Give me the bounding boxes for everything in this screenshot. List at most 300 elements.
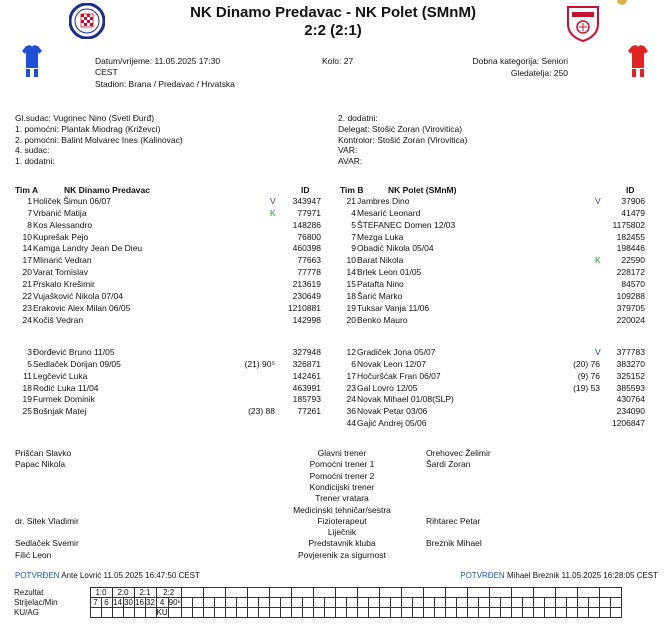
result-cell [236,608,247,618]
player-id: 230649 [292,290,321,301]
result-cell [390,598,401,608]
player-number: 18 [346,290,356,301]
player-number: 24 [346,394,356,405]
player-id: 379705 [616,302,645,313]
staff-role: Kondicijski trener [309,481,375,492]
official-entry: 2. dodatni: [338,113,378,123]
official-entry: Delegat: Stošić Zoran (Virovitica) [338,123,463,134]
result-cell [302,598,313,608]
player-id: 77778 [297,267,321,278]
result-row [12,608,621,618]
result-cell [168,608,181,618]
result-cell [577,608,588,618]
player-id: 343947 [292,196,321,206]
player-name: Legčević Luka [33,370,88,381]
match-round: Kolo: 27 [322,56,354,66]
player-name: Jambres Dino [357,196,410,206]
result-cell [533,588,555,598]
result-cell [112,608,123,618]
player-row [0,232,666,243]
result-cell [423,608,434,618]
result-cell [214,608,225,618]
result-cell [203,598,214,608]
result-cell [145,608,156,618]
player-name: Mesarić Leonard [357,207,421,218]
player-id: 41479 [621,207,645,218]
result-cell: 2:2 [156,588,181,598]
player-id: 1206847 [611,418,645,429]
result-cell [555,588,577,598]
player-id: 327948 [292,347,321,357]
result-cell [588,608,599,618]
staff-role: Pomoćni trener 1 [309,459,375,470]
team-a-staff-member: Filić Leon [15,549,52,560]
player-row [0,383,666,394]
result-cell [434,608,445,618]
player-id: 77663 [297,255,321,266]
team-a-staff-member: dr. Sitek Vladimir [15,515,79,526]
spectators: Gledatelja: 250 [510,68,568,78]
result-cell [379,598,390,608]
team-b-staff-member: Breznik Mihael [426,538,482,549]
player-name: Prskalo Krešimir [33,278,95,289]
player-name: Barat Nikola [357,255,404,266]
result-row [12,598,621,608]
team-a-name: NK Dinamo Predavac [64,185,150,195]
player-id: 142998 [292,314,321,325]
player-name: Vujašković Nikola 07/04 [33,290,123,301]
player-name: Kuprešak Pejo [33,231,89,242]
result-cell [577,588,599,598]
player-id: 463991 [292,382,321,393]
player-row [0,279,666,290]
result-cell [280,608,291,618]
result-cell [379,588,401,598]
result-cell [577,598,588,608]
result-cell [123,608,134,618]
player-number: 21 [346,196,356,206]
player-name: Hočuršćak Fran 06/07 [357,370,441,381]
player-number: 22 [22,290,32,301]
player-number: 25 [22,406,32,417]
substitution-info: (20) 76 [573,358,600,369]
result-cell [467,598,478,608]
result-cell [489,608,500,618]
result-cell [533,598,544,608]
team-b-staff-member: Šardi Zoran [426,459,471,470]
player-name: Bošnjak Matej [33,406,87,417]
result-cell [90,608,101,618]
team-a-label: Tim A [15,185,39,195]
result-cell [610,598,621,608]
player-number: 23 [346,382,356,393]
player-name: Novak Mihael 01/08(SLP) [357,394,454,405]
result-cell [511,588,533,598]
result-cell: 2:0 [112,588,134,598]
match-score: 2:2 (2:1) [304,22,362,39]
player-id: 1210881 [287,302,321,313]
player-id: 76800 [297,231,321,242]
player-number: 15 [346,278,356,289]
staff-role: Glavni trener [317,448,367,458]
player-number: 23 [22,302,32,313]
player-number: 5 [351,219,356,230]
result-cell [335,588,357,598]
player-number: 1 [27,196,32,206]
player-id: 142461 [292,370,321,381]
player-name: Mlinarić Vedran [33,255,92,266]
player-id: 185793 [292,394,321,405]
result-cell [357,588,379,598]
result-cell [423,588,445,598]
confirmation-text: Mihael Breznik 11.05.2025 16:28:05 CEST [506,571,658,580]
player-number: 20 [22,267,32,278]
player-name: Gradiček Jona 05/07 [357,347,436,357]
player-row [0,267,666,278]
player-id: 77261 [297,406,321,417]
result-cell [467,588,489,598]
player-row [0,418,666,429]
result-cell [192,598,203,608]
result-cell [181,598,192,608]
substitution-info: (19) 53 [573,382,600,393]
player-id: 182455 [616,231,645,242]
result-cell [401,608,412,618]
result-cell [511,598,522,608]
result-cell [280,598,291,608]
result-cell [434,598,445,608]
result-cell [101,608,112,618]
staff-role: Liječnik [327,527,357,538]
result-cell [610,608,621,618]
player-id: 325152 [616,370,645,381]
player-id: 385593 [616,382,645,393]
player-id: 22590 [621,255,645,266]
player-number: 19 [22,394,32,405]
player-number: 19 [346,302,356,313]
official-entry: AVAR: [338,156,363,167]
team-a-confirmation [15,571,200,580]
result-cell: 2:1 [134,588,156,598]
result-cell [346,608,357,618]
player-row [0,208,666,219]
player-id: 213619 [292,278,321,289]
result-cell [368,598,379,608]
player-row [0,359,666,370]
result-cell [269,588,291,598]
official-entry: Kontrolor: Stošić Zoran (Virovitica) [338,134,468,145]
result-cell [500,598,511,608]
result-cell [401,588,423,598]
player-row [0,394,666,405]
player-number: 3 [27,347,32,357]
player-row [0,406,666,417]
result-cell [324,598,335,608]
player-id: 198446 [616,243,645,254]
player-id: 220024 [616,314,645,325]
result-cell [258,608,269,618]
player-number: 14 [22,243,32,254]
captain-mark: K [595,255,601,266]
player-number: 20 [346,314,356,325]
staff-role: Medicinski tehničar/sestra [293,504,391,515]
player-name: Varat Tomislav [33,267,88,278]
result-cell [346,598,357,608]
player-id: 1175802 [612,219,645,230]
result-cell [544,608,555,618]
match-stadium: Stadion: Brana / Predavac / Hrvatska [95,79,235,89]
official-entry: Gl.sudac: Vugrinec Nino (Sveti Đurđ) [15,113,155,123]
player-number: 9 [351,243,356,254]
player-name: Rodić Luka 11/04 [33,382,99,393]
player-number: 12 [346,347,356,357]
player-number: 8 [27,219,32,230]
player-name: Obadić Nikola 05/04 [357,243,434,254]
result-cell [489,588,511,598]
official-entry: VAR: [338,145,358,156]
result-cell [599,598,610,608]
substitution-info: (23) 88 [248,406,275,417]
result-cell [302,608,313,618]
result-cell [313,588,335,598]
result-cell [247,608,258,618]
result-cell [368,608,379,618]
player-name: Tuksar Vanja 11/06 [357,302,430,313]
player-number: 18 [22,382,32,393]
result-cell [291,588,313,598]
result-cell [401,598,412,608]
home-kit-icon [22,45,42,79]
player-name: Šarić Marko [357,290,403,301]
player-row [0,371,666,382]
player-number: 10 [22,231,32,242]
staff-role: Trener vratara [315,493,369,504]
result-row-label: Strijelac/Min [14,598,58,607]
player-name: Novak Leon 12/07 [357,358,426,369]
result-cell [489,598,500,608]
player-number: 24 [22,314,32,325]
team-b-staff-member: Orehovec Želimir [426,448,491,458]
player-name: Gajić Andrej 05/06 [357,418,427,429]
result-cell [324,608,335,618]
player-number: 5 [27,358,32,369]
player-id: 148286 [292,219,321,230]
player-name: ŠTEFANEC Domen 12/03 [357,219,456,230]
result-cell [269,598,280,608]
result-cell [467,608,478,618]
player-name: Benko Mauro [357,314,408,325]
player-number: 7 [27,207,32,218]
player-number: 17 [346,370,356,381]
substitution-info: (9) 76 [577,370,600,381]
player-number: 11 [23,370,32,381]
player-row [0,196,666,207]
staff-role: Pomoćni trener 2 [309,470,375,481]
result-cell [335,608,346,618]
player-name: Furmek Dominik [33,394,95,405]
result-cell [313,608,324,618]
official-entry: 2. pomoćni: Balint Molvarec Ines (Kalinovac) [15,134,183,145]
player-number: 7 [351,231,356,242]
result-cell: 16 [135,598,144,607]
result-cell [445,598,456,608]
player-row [0,291,666,302]
team-a-id-header: ID [301,185,310,195]
result-cell [134,608,145,618]
result-cell [500,608,511,618]
result-cell [478,598,489,608]
player-number: 44 [346,418,356,429]
result-cell [599,588,621,598]
result-cell: 1:0 [90,588,112,598]
result-cell [544,598,555,608]
result-cell [566,608,577,618]
result-cell [269,608,280,618]
result-cell [511,608,522,618]
result-cell [203,588,225,598]
substitution-info: (21) 90⁵ [244,358,275,369]
player-row [0,315,666,326]
result-cell [555,608,566,618]
official-entry: 4. sudac: [15,145,50,156]
result-cell [478,608,489,618]
result-cell [313,598,324,608]
player-name: Đorđević Bruno 11/05 [33,347,115,357]
result-cell [423,598,434,608]
player-number: 17 [22,255,32,266]
result-row-label: Rezultat [14,588,44,597]
player-number: 4 [351,207,356,218]
result-cell [247,588,269,598]
player-name: Brlek Leon 01/05 [357,267,422,278]
result-cell [599,608,610,618]
result-cell [412,608,423,618]
result-cell [566,598,577,608]
match-title: NK Dinamo Predavac - NK Polet (SMnM) [190,4,476,21]
result-cell [522,608,533,618]
player-row [0,255,666,266]
confirmed-label: POTVRĐEN [15,571,60,580]
player-number: 10 [346,255,356,266]
result-cell: 32 [146,598,155,607]
result-cell [379,608,390,618]
player-id: 109288 [616,290,645,301]
player-number: 21 [22,278,32,289]
result-cell [335,598,346,608]
result-cell [225,608,236,618]
player-name: Kos Alessandro [33,219,93,230]
result-cell: KU [156,608,168,617]
player-name: Kočiš Vedran [33,314,84,325]
result-cell [522,598,533,608]
result-cell [181,608,192,618]
result-cell [445,608,456,618]
result-cell [225,598,236,608]
result-cell [225,588,247,598]
result-cell [533,608,544,618]
result-cell [236,598,247,608]
player-id: 460398 [292,243,321,254]
result-cell [588,598,599,608]
player-name: Holiček Šimun 06/07 [33,196,111,206]
player-number: 14 [346,267,356,278]
result-cell [445,588,467,598]
goalkeeper-mark: V [595,196,601,206]
staff-role: Fizioterapeut [317,515,367,526]
match-datetime: Datum/vrijeme: 11.05.2025 17:30 [95,56,221,66]
goalkeeper-mark: V [595,347,601,357]
result-row-label: KU/AG [14,608,39,617]
player-name: Mezga Luka [357,231,404,242]
player-id: 77971 [297,207,321,218]
result-cell [456,608,467,618]
result-cell [555,598,566,608]
result-cell [214,598,225,608]
player-id: 430764 [616,394,645,405]
player-id: 383270 [616,358,645,369]
result-cell: 7 [90,598,101,608]
player-row [0,243,666,254]
player-id: 377783 [616,347,645,357]
result-cell: 14 [113,598,122,607]
match-timezone: CEST [95,67,118,77]
player-row [0,347,666,358]
goalkeeper-mark: V [270,196,276,206]
team-a-staff-member: Sedlaček Svemir [15,538,79,549]
result-cell [291,608,302,618]
result-cell [390,608,401,618]
result-cell: 90⁶ [168,598,181,607]
player-id: 326871 [292,358,321,369]
result-cell [291,598,302,608]
player-id: 228172 [616,267,645,278]
result-cell [357,608,368,618]
player-number: 36 [346,406,356,417]
result-table [12,587,622,618]
result-cell: 4 [156,598,168,608]
player-name: Novak Petar 03/06 [357,406,428,417]
player-id: 84570 [621,278,645,289]
official-entry: 1. pomoćni: Plantak Miodrag (Križevci) [15,123,161,134]
team-b-id-header: ID [626,185,635,195]
result-cell [181,588,203,598]
result-cell: 30 [124,598,133,607]
result-cell [203,608,214,618]
player-name: Patafta Nino [357,278,404,289]
result-cell [192,608,203,618]
result-cell [258,598,269,608]
staff-role: Predstavnik kluba [308,538,376,549]
result-cell [412,598,423,608]
team-b-confirmation [460,571,658,580]
player-name: Gal Lovro 12/05 [357,382,418,393]
away-kit-icon [628,45,648,79]
team-b-name: NK Polet (SMnM) [388,185,457,195]
player-number: 6 [351,358,356,369]
team-a-staff-member: Papac Nikola [15,459,66,470]
player-name: Vrbanić Matija [33,207,87,218]
result-cell [456,598,467,608]
result-cell: 6 [101,598,112,608]
staff-role: Povjerenik za sigurnost [298,549,386,560]
team-a-staff-member: Prišćan Slavko [15,448,72,458]
captain-mark: K [270,207,276,218]
player-row [0,220,666,231]
player-name: Kamga Landry Jean De Dieu [33,243,143,254]
result-row [12,588,621,598]
confirmation-text: Ante Lovrić 11.05.2025 16:47:50 CEST [61,571,200,580]
confirmed-label: POTVRĐEN [460,571,505,580]
